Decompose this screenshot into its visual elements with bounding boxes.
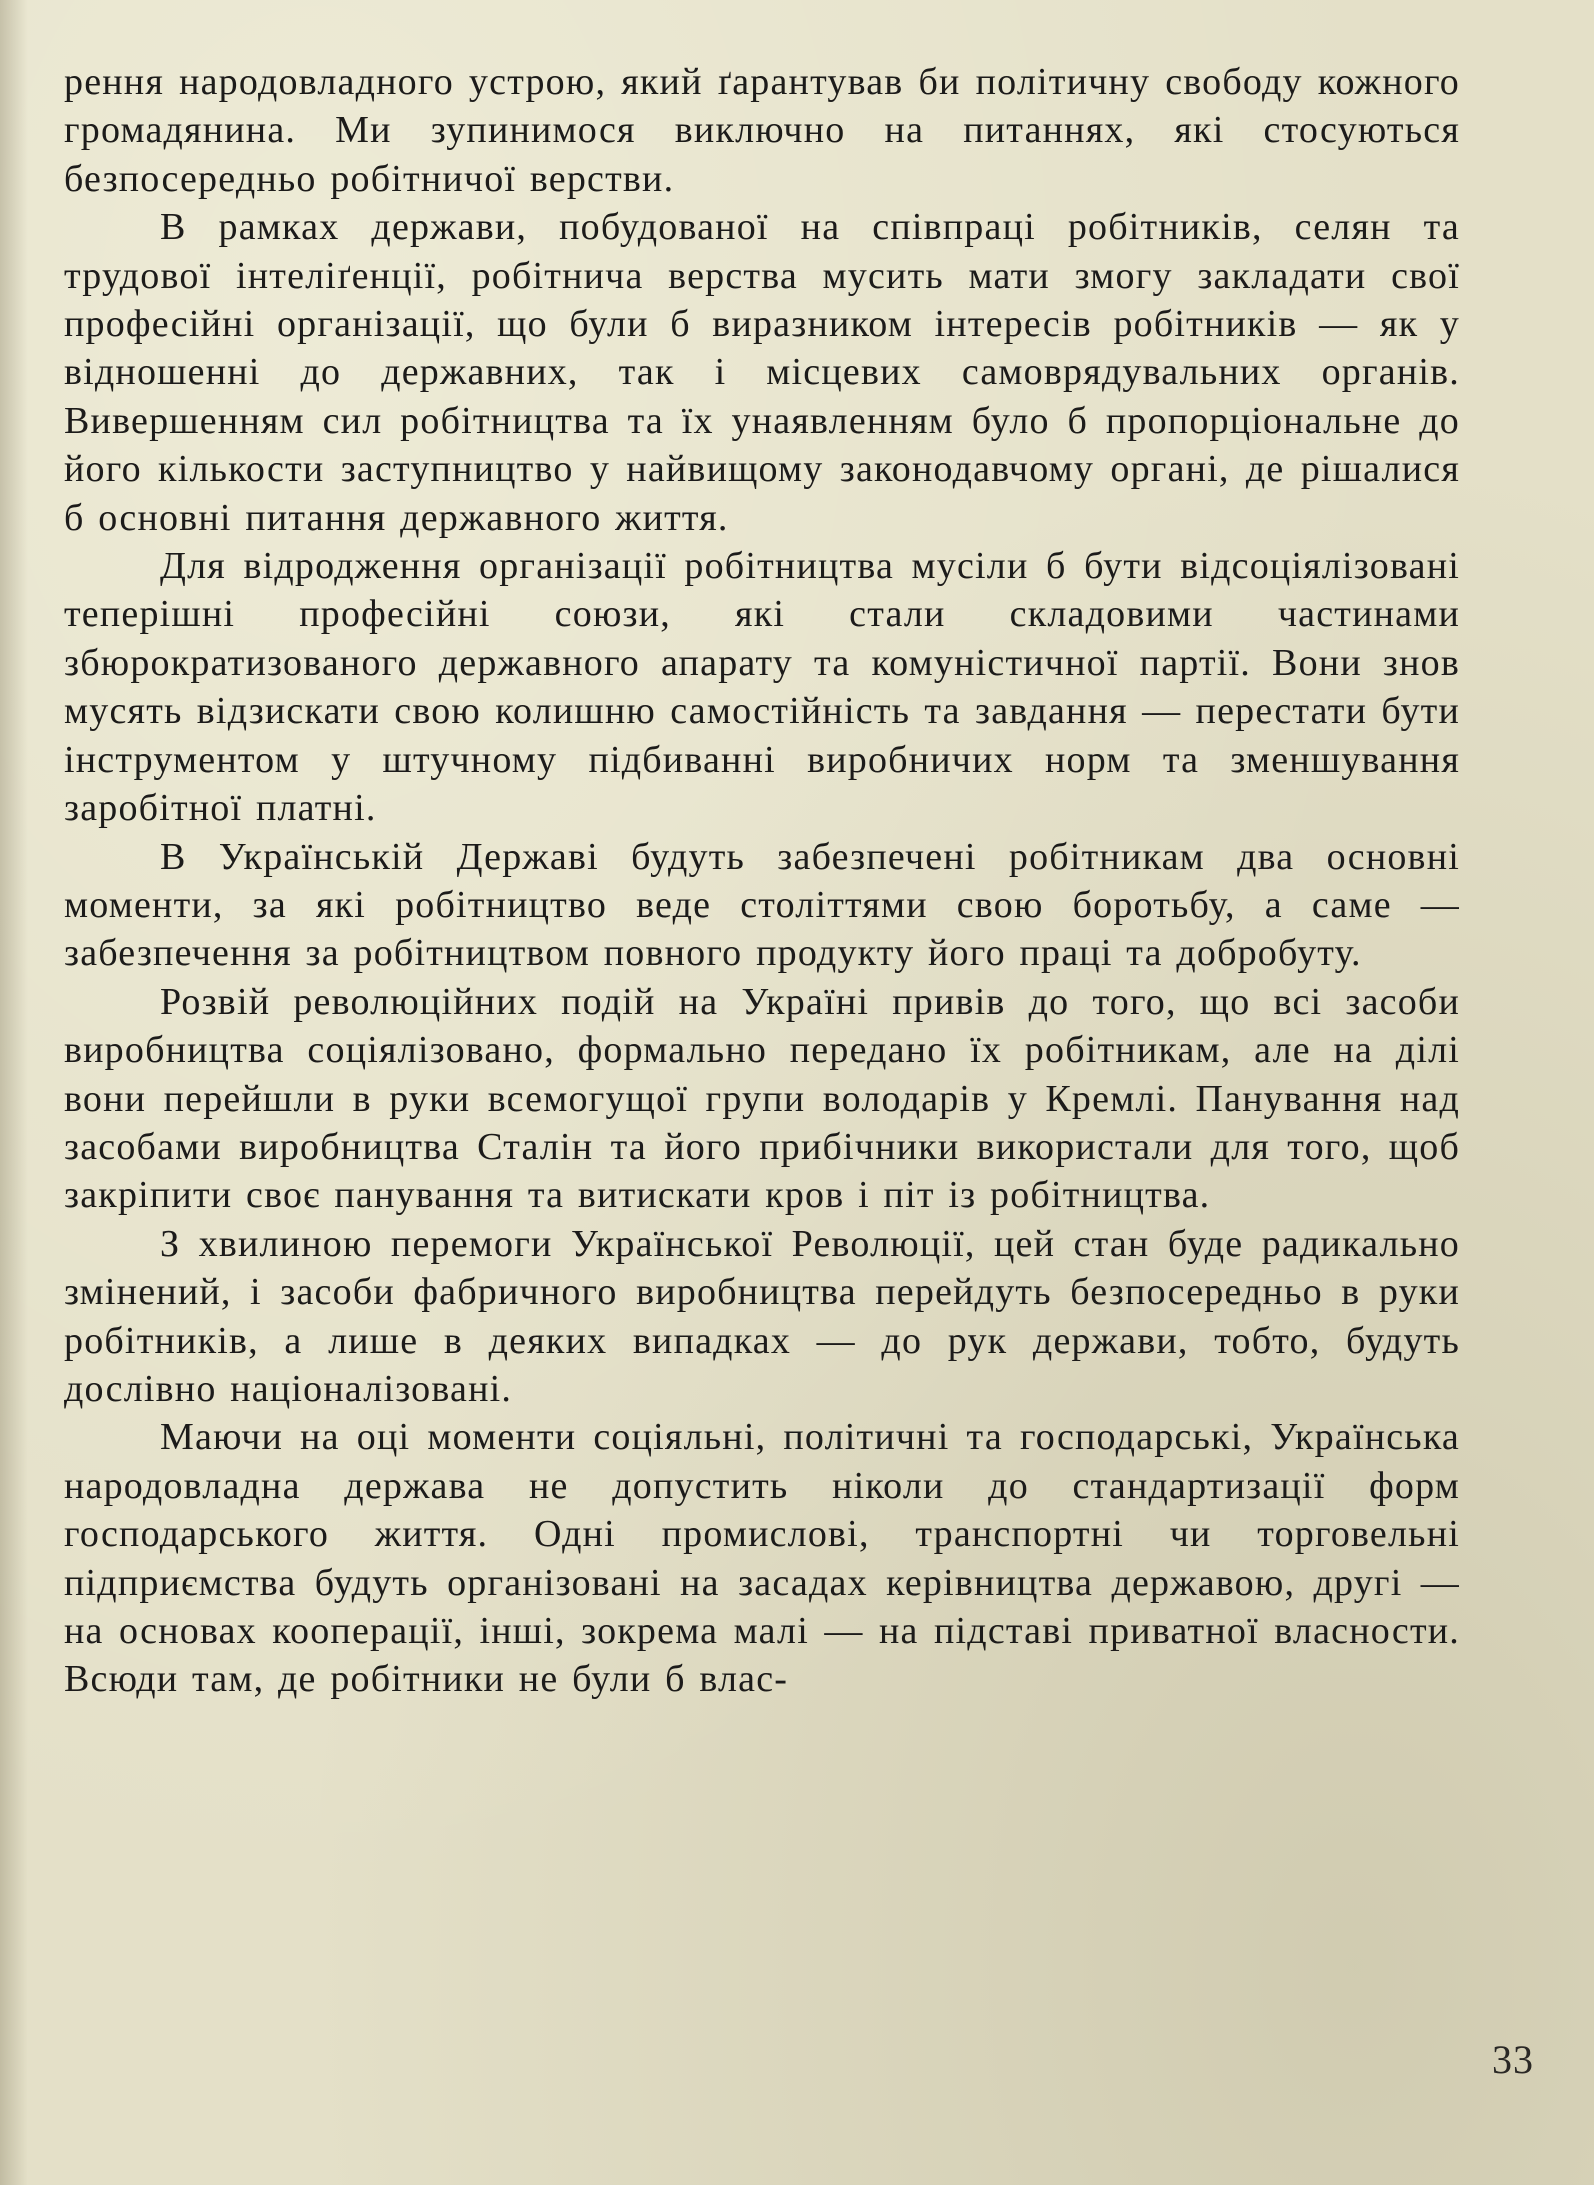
paragraph-7: Маючи на оці моменти соціяльні, політичні та господарські, Українська народовладна держава не допустить ніколи до стандартизації форм господарського життя. Одні промислові, транспортні чи торговельні підприємства будуть організовані на засадах керівництва державою, другі — на основах кооперації, інші, зокрема малі — на підставі приватної власности. Всюди там, де робітники не були б влас- [64,1416,1460,1701]
document-page [64,58,1460,2138]
paragraph-4: В Українській Державі будуть забезпечені робітникам два основні моменти, за які робітництво веде століттями свою боротьбу, а саме — забезпечення за робітництвом повного продукту його праці та добробуту. [64,835,1460,975]
paragraph-2: В рамках держави, побудованої на співпраці робітників, селян та трудової інтеліґенції, робітнича верства мусить мати змогу закладати свої професійні організації, що були б виразником інтересів робітників — як у відношенні до державних, так і місцевих самоврядувальних органів. Вивершенням сил робітництва та їх унаявленням було б пропорціональне до його кількости заступництво у найвищому законодавчому органі, де рішалися б основні питання державного життя. [64,206,1460,539]
paragraph-3: Для відродження організації робітництва мусіли б бути відсоціялізовані теперішні професійні союзи, які стали складовими частинами збюрократизованого державного апарату та комуністичної партії. Вони знов мусять відзискати свою колишню самостійність та завдання — перестати бути інструментом у штучному підбиванні виробничих норм та зменшування заробітної платні. [64,545,1460,830]
page-number: 33 [1492,2037,1534,2082]
paragraph-1: рення народовладного устрою, який ґарантував би політичну свободу кожного громадянина. Ми зупинимося виключно на питаннях, які стосуються безпосередньо робітничої верстви. [64,61,1460,200]
paragraph-6: З хвилиною перемоги Української Революції, цей стан буде радикально змінений, і засоби фабричного виробництва перейдуть безпосередньо в руки робітників, а лише в деяких випадках — до рук держави, тобто, будуть дослівно націоналізовані. [64,1222,1460,1410]
page-edge-shadow [0,0,28,2185]
paragraph-5: Розвій революційних подій на Україні привів до того, що всі засоби виробництва соціялізовано, формально передано їх робітникам, але на ділі вони перейшли в руки всемогущої групи володарів у Кремлі. Панування над засобами виробництва Сталін та його прибічники використали для того, щоб закріпити своє панування та витискати кров і піт із робітництва. [64,980,1460,1217]
